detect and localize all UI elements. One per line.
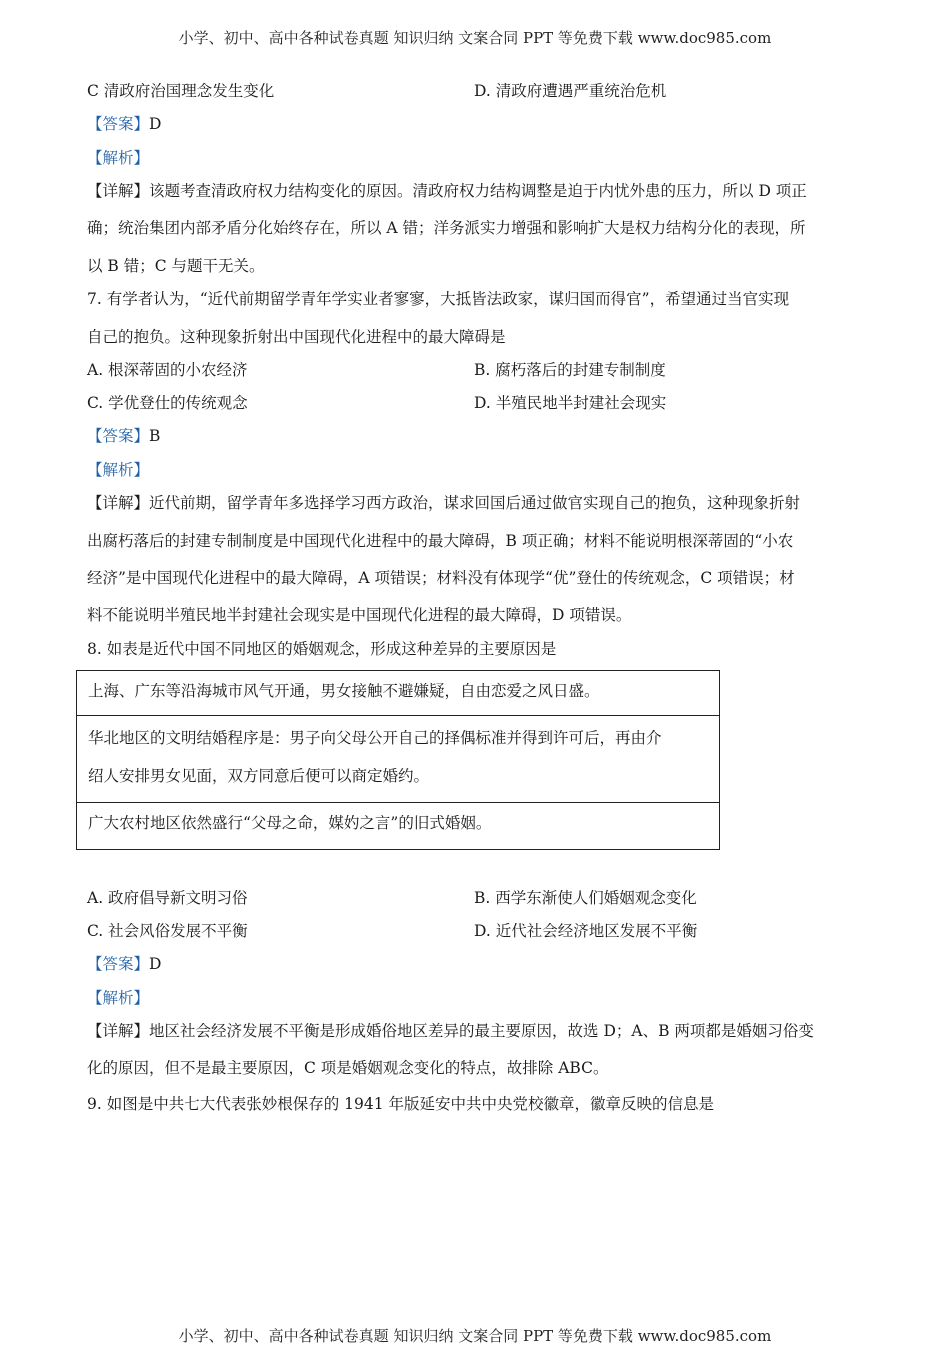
detail-label: 【详解】: [87, 494, 150, 512]
table-cell: 华北地区的文明结婚程序是：男子向父母公开自己的择偶标准并得到许可后，再由介: [88, 729, 662, 747]
q7-detail-line-4: 料不能说明半殖民地半封建社会现实是中国现代化进程的最大障碍，D 项错误。: [87, 606, 632, 624]
q6-detail-line-3: 以 B 错；C 与题干无关。: [87, 257, 265, 275]
table-row: [77, 671, 719, 716]
q6-option-c: C 清政府治国理念发生变化: [87, 82, 275, 100]
q7-detail-line-3: 经济”是中国现代化进程中的最大障碍，A 项错误；材料没有体现学“优”登仕的传统观念，C 项错误；材: [87, 569, 795, 587]
q7-answer: [87, 426, 160, 446]
detail-label: 【详解】: [87, 1022, 150, 1040]
answer-value: D: [149, 115, 162, 133]
detail-label: 【详解】: [87, 182, 150, 200]
q8-option-a: A. 政府倡导新文明习俗: [87, 889, 248, 907]
q6-answer: [87, 114, 161, 134]
table-row: [77, 803, 719, 849]
q7-option-c: C. 学优登仕的传统观念: [87, 394, 248, 412]
table-cell: 绍人安排男女见面，双方同意后便可以商定婚约。: [88, 767, 430, 785]
q6-detail-line-2: 确；统治集团内部矛盾分化始终存在，所以 A 错；洋务派实力增强和影响扩大是权力结构分化的表现，所: [87, 219, 806, 237]
q8-detail-line-1: [87, 1021, 814, 1041]
q6-analysis-label: 【解析】: [87, 149, 150, 167]
q8-detail-line-2: 化的原因，但不是最主要原因，C 项是婚姻观念变化的特点，故排除 ABC。: [87, 1059, 609, 1077]
table-row: [77, 716, 719, 803]
answer-label: 【答案】: [87, 955, 150, 973]
table-cell: 上海、广东等沿海城市风气开通，男女接触不避嫌疑，自由恋爱之风日盛。: [88, 682, 600, 700]
detail-text: 近代前期，留学青年多选择学习西方政治，谋求回国后通过做官实现自己的抱负，这种现象折射: [149, 494, 801, 512]
detail-text: 地区社会经济发展不平衡是形成婚俗地区差异的最主要原因，故选 D；A、B 两项都是婚姻习俗变: [149, 1022, 814, 1040]
q7-option-a: A. 根深蒂固的小农经济: [87, 361, 248, 379]
q8-option-d: D. 近代社会经济地区发展不平衡: [474, 922, 698, 940]
q8-analysis-label: 【解析】: [87, 989, 150, 1007]
q7-stem-line-2: 自己的抱负。这种现象折射出中国现代化进程中的最大障碍是: [87, 328, 506, 346]
q7-detail-line-1: [87, 493, 800, 513]
answer-label: 【答案】: [87, 115, 150, 133]
q6-detail-line-1: [87, 181, 807, 201]
q6-option-d: D. 清政府遭遇严重统治危机: [474, 82, 667, 100]
q7-stem-line-1: 7. 有学者认为，“近代前期留学青年学实业者寥寥，大抵皆法政家，谋归国而得官”，希望通过当官实现: [87, 290, 790, 308]
page-footer: 小学、初中、高中各种试卷真题 知识归纳 文案合同 PPT 等免费下载 www.doc985.com: [178, 1327, 772, 1345]
table-cell: 广大农村地区依然盛行“父母之命，媒妁之言”的旧式婚姻。: [88, 814, 492, 832]
q9-stem: 9. 如图是中共七大代表张妙根保存的 1941 年版延安中共中央党校徽章，徽章反映的信息是: [87, 1095, 715, 1113]
q7-option-b: B. 腐朽落后的封建专制制度: [474, 361, 666, 379]
detail-text: 该题考查清政府权力结构变化的原因。清政府权力结构调整是迫于内忧外患的压力，所以 D 项正: [149, 182, 807, 200]
marriage-table: [76, 670, 720, 850]
q8-stem: 8. 如表是近代中国不同地区的婚姻观念，形成这种差异的主要原因是: [87, 640, 557, 658]
page-header: 小学、初中、高中各种试卷真题 知识归纳 文案合同 PPT 等免费下载 www.doc985.com: [178, 29, 772, 47]
q8-option-b: B. 西学东渐使人们婚姻观念变化: [474, 889, 697, 907]
q8-answer: [87, 954, 161, 974]
q8-option-c: C. 社会风俗发展不平衡: [87, 922, 248, 940]
q7-detail-line-2: 出腐朽落后的封建专制制度是中国现代化进程中的最大障碍，B 项正确；材料不能说明根深蒂固的“小农: [87, 532, 794, 550]
answer-label: 【答案】: [87, 427, 150, 445]
q7-option-d: D. 半殖民地半封建社会现实: [474, 394, 667, 412]
answer-value: B: [149, 427, 161, 445]
answer-value: D: [149, 955, 162, 973]
q7-analysis-label: 【解析】: [87, 461, 150, 479]
